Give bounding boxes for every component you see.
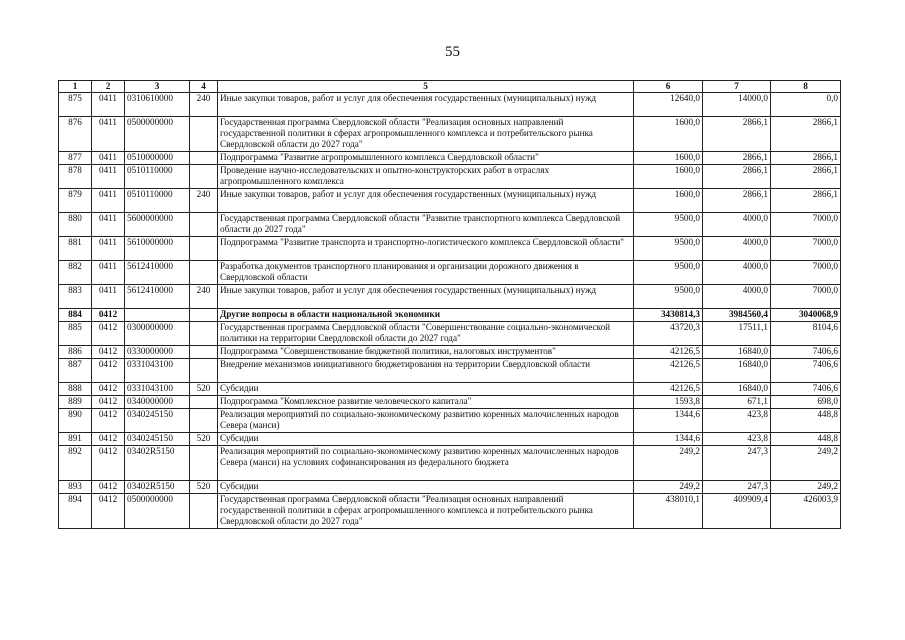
value-col-8: 7406,6 bbox=[771, 346, 841, 359]
section-code: 0412 bbox=[92, 433, 125, 446]
section-code: 0412 bbox=[92, 446, 125, 481]
expense-type-code bbox=[190, 117, 218, 152]
target-article-code: 0310610000 bbox=[125, 93, 190, 117]
value-col-7: 4000,0 bbox=[703, 261, 771, 285]
section-code: 0411 bbox=[92, 93, 125, 117]
row-number: 883 bbox=[59, 285, 92, 309]
table-row bbox=[59, 309, 841, 322]
value-col-7: 16840,0 bbox=[703, 359, 771, 383]
value-col-8: 7406,6 bbox=[771, 359, 841, 383]
target-article-code: 03402R5150 bbox=[125, 446, 190, 481]
target-article-code: 5600000000 bbox=[125, 213, 190, 237]
row-number: 878 bbox=[59, 165, 92, 189]
table-row bbox=[59, 409, 841, 433]
target-article-code: 0510110000 bbox=[125, 165, 190, 189]
item-name: Иные закупки товаров, работ и услуг для обеспечения государственных (муниципальных) нужд bbox=[218, 189, 634, 213]
section-code: 0411 bbox=[92, 237, 125, 261]
table-row bbox=[59, 165, 841, 189]
row-number: 893 bbox=[59, 481, 92, 494]
header-cell-3: 3 bbox=[125, 81, 190, 93]
value-col-7: 4000,0 bbox=[703, 237, 771, 261]
header-row bbox=[59, 81, 841, 93]
section-code: 0412 bbox=[92, 309, 125, 322]
item-name: Иные закупки товаров, работ и услуг для обеспечения государственных (муниципальных) нужд bbox=[218, 285, 634, 309]
expense-type-code bbox=[190, 396, 218, 409]
expense-type-code bbox=[190, 409, 218, 433]
target-article-code: 0510110000 bbox=[125, 189, 190, 213]
expense-type-code: 520 bbox=[190, 481, 218, 494]
expense-type-code bbox=[190, 152, 218, 165]
table-row bbox=[59, 117, 841, 152]
row-number: 881 bbox=[59, 237, 92, 261]
row-number: 885 bbox=[59, 322, 92, 346]
value-col-6: 1600,0 bbox=[634, 189, 703, 213]
row-number: 886 bbox=[59, 346, 92, 359]
expense-type-code: 240 bbox=[190, 189, 218, 213]
table-row bbox=[59, 189, 841, 213]
target-article-code: 0500000000 bbox=[125, 117, 190, 152]
item-name: Подпрограмма "Развитие агропромышленного комплекса Свердловской области" bbox=[218, 152, 634, 165]
page-number: 55 bbox=[445, 44, 460, 60]
target-article-code: 5612410000 bbox=[125, 285, 190, 309]
row-number: 891 bbox=[59, 433, 92, 446]
value-col-7: 247,3 bbox=[703, 446, 771, 481]
section-code: 0411 bbox=[92, 261, 125, 285]
value-col-7: 671,1 bbox=[703, 396, 771, 409]
section-code: 0412 bbox=[92, 481, 125, 494]
expense-type-code: 240 bbox=[190, 285, 218, 309]
table-row bbox=[59, 285, 841, 309]
table-row bbox=[59, 237, 841, 261]
value-col-8: 7000,0 bbox=[771, 285, 841, 309]
value-col-6: 249,2 bbox=[634, 446, 703, 481]
item-name: Внедрение механизмов инициативного бюджетирования на территории Свердловской области bbox=[218, 359, 634, 383]
value-col-6: 3430814,3 bbox=[634, 309, 703, 322]
value-col-8: 7406,6 bbox=[771, 383, 841, 396]
target-article-code: 0340000000 bbox=[125, 396, 190, 409]
section-code: 0411 bbox=[92, 117, 125, 152]
row-number: 890 bbox=[59, 409, 92, 433]
value-col-8: 2866,1 bbox=[771, 117, 841, 152]
value-col-8: 7000,0 bbox=[771, 213, 841, 237]
value-col-6: 1600,0 bbox=[634, 165, 703, 189]
expense-type-code bbox=[190, 446, 218, 481]
value-col-8: 7000,0 bbox=[771, 261, 841, 285]
value-col-6: 1593,8 bbox=[634, 396, 703, 409]
value-col-7: 4000,0 bbox=[703, 213, 771, 237]
item-name: Иные закупки товаров, работ и услуг для обеспечения государственных (муниципальных) нужд bbox=[218, 93, 634, 117]
item-name: Подпрограмма "Комплексное развитие человеческого капитала" bbox=[218, 396, 634, 409]
item-name: Подпрограмма "Развитие транспорта и транспортно-логистического комплекса Свердловской области" bbox=[218, 237, 634, 261]
target-article-code: 0340245150 bbox=[125, 433, 190, 446]
value-col-6: 42126,5 bbox=[634, 359, 703, 383]
value-col-7: 4000,0 bbox=[703, 285, 771, 309]
target-article-code: 03402R5150 bbox=[125, 481, 190, 494]
value-col-7: 2866,1 bbox=[703, 117, 771, 152]
row-number: 889 bbox=[59, 396, 92, 409]
expense-type-code bbox=[190, 213, 218, 237]
value-col-6: 9500,0 bbox=[634, 237, 703, 261]
value-col-7: 17511,1 bbox=[703, 322, 771, 346]
value-col-8: 426003,9 bbox=[771, 494, 841, 529]
header-cell-5: 5 bbox=[218, 81, 634, 93]
expense-type-code bbox=[190, 261, 218, 285]
expense-type-code bbox=[190, 309, 218, 322]
target-article-code: 0500000000 bbox=[125, 494, 190, 529]
item-name: Государственная программа Свердловской области "Развитие транспортного комплекса Свердловской области до 2027 года" bbox=[218, 213, 634, 237]
target-article-code: 0340245150 bbox=[125, 409, 190, 433]
value-col-6: 12640,0 bbox=[634, 93, 703, 117]
value-col-8: 0,0 bbox=[771, 93, 841, 117]
table-row bbox=[59, 213, 841, 237]
target-article-code: 5612410000 bbox=[125, 261, 190, 285]
header-cell-8: 8 bbox=[771, 81, 841, 93]
table-row bbox=[59, 383, 841, 396]
item-name: Разработка документов транспортного планирования и организации дорожного движения в Свердловской области bbox=[218, 261, 634, 285]
section-code: 0412 bbox=[92, 396, 125, 409]
target-article-code: 0331043100 bbox=[125, 359, 190, 383]
row-number: 892 bbox=[59, 446, 92, 481]
value-col-7: 2866,1 bbox=[703, 189, 771, 213]
value-col-6: 1344,6 bbox=[634, 433, 703, 446]
table-row bbox=[59, 261, 841, 285]
target-article-code: 0300000000 bbox=[125, 322, 190, 346]
value-col-8: 2866,1 bbox=[771, 165, 841, 189]
value-col-6: 9500,0 bbox=[634, 285, 703, 309]
section-code: 0412 bbox=[92, 359, 125, 383]
value-col-6: 1344,6 bbox=[634, 409, 703, 433]
table-body bbox=[59, 93, 841, 529]
item-name: Государственная программа Свердловской области "Реализация основных направлений государственной политики в сферах агропромышленного комплекса и потребительского рынка Свердловской области до 2027 года" bbox=[218, 117, 634, 152]
value-col-8: 2866,1 bbox=[771, 152, 841, 165]
value-col-7: 2866,1 bbox=[703, 165, 771, 189]
section-code: 0412 bbox=[92, 346, 125, 359]
expense-type-code: 240 bbox=[190, 93, 218, 117]
expense-type-code bbox=[190, 359, 218, 383]
table-row bbox=[59, 433, 841, 446]
value-col-7: 3984560,4 bbox=[703, 309, 771, 322]
item-name: Проведение научно-исследовательских и опытно-конструкторских работ в отраслях агропромышленного комплекса bbox=[218, 165, 634, 189]
value-col-6: 1600,0 bbox=[634, 117, 703, 152]
table-row bbox=[59, 359, 841, 383]
table-row bbox=[59, 93, 841, 117]
expense-type-code: 520 bbox=[190, 433, 218, 446]
item-name: Субсидии bbox=[218, 481, 634, 494]
section-code: 0411 bbox=[92, 165, 125, 189]
value-col-8: 249,2 bbox=[771, 481, 841, 494]
value-col-7: 2866,1 bbox=[703, 152, 771, 165]
header-cell-1: 1 bbox=[59, 81, 92, 93]
section-code: 0412 bbox=[92, 409, 125, 433]
value-col-6: 9500,0 bbox=[634, 261, 703, 285]
row-number: 880 bbox=[59, 213, 92, 237]
item-name: Государственная программа Свердловской области "Реализация основных направлений государственной политики в сферах агропромышленного комплекса и потребительского рынка Свердловской области до 2027 года" bbox=[218, 494, 634, 529]
value-col-6: 249,2 bbox=[634, 481, 703, 494]
section-code: 0412 bbox=[92, 494, 125, 529]
section-code: 0412 bbox=[92, 322, 125, 346]
row-number: 875 bbox=[59, 93, 92, 117]
header-cell-7: 7 bbox=[703, 81, 771, 93]
section-code: 0411 bbox=[92, 189, 125, 213]
value-col-7: 423,8 bbox=[703, 433, 771, 446]
expense-type-code bbox=[190, 322, 218, 346]
value-col-7: 423,8 bbox=[703, 409, 771, 433]
table-row bbox=[59, 346, 841, 359]
expense-type-code bbox=[190, 346, 218, 359]
section-code: 0411 bbox=[92, 152, 125, 165]
value-col-7: 16840,0 bbox=[703, 346, 771, 359]
value-col-6: 43720,3 bbox=[634, 322, 703, 346]
target-article-code: 0331043100 bbox=[125, 383, 190, 396]
value-col-6: 42126,5 bbox=[634, 346, 703, 359]
value-col-8: 2866,1 bbox=[771, 189, 841, 213]
row-number: 879 bbox=[59, 189, 92, 213]
value-col-6: 9500,0 bbox=[634, 213, 703, 237]
row-number: 884 bbox=[59, 309, 92, 322]
budget-table bbox=[58, 80, 841, 529]
item-name: Субсидии bbox=[218, 383, 634, 396]
target-article-code: 5610000000 bbox=[125, 237, 190, 261]
expense-type-code bbox=[190, 165, 218, 189]
value-col-6: 1600,0 bbox=[634, 152, 703, 165]
section-code: 0411 bbox=[92, 285, 125, 309]
section-code: 0411 bbox=[92, 213, 125, 237]
value-col-8: 448,8 bbox=[771, 409, 841, 433]
item-name: Субсидии bbox=[218, 433, 634, 446]
item-name: Другие вопросы в области национальной экономики bbox=[218, 309, 634, 322]
header-cell-4: 4 bbox=[190, 81, 218, 93]
value-col-7: 247,3 bbox=[703, 481, 771, 494]
header-cell-2: 2 bbox=[92, 81, 125, 93]
target-article-code: 0330000000 bbox=[125, 346, 190, 359]
row-number: 888 bbox=[59, 383, 92, 396]
value-col-8: 3040068,9 bbox=[771, 309, 841, 322]
item-name: Подпрограмма "Совершенствование бюджетной политики, налоговых инструментов" bbox=[218, 346, 634, 359]
section-code: 0412 bbox=[92, 383, 125, 396]
item-name: Государственная программа Свердловской области "Совершенствование социально-экономической политики на территории Свердловской области до 2027 года" bbox=[218, 322, 634, 346]
value-col-8: 7000,0 bbox=[771, 237, 841, 261]
expense-type-code bbox=[190, 494, 218, 529]
target-article-code: 0510000000 bbox=[125, 152, 190, 165]
table-row bbox=[59, 494, 841, 529]
expense-type-code: 520 bbox=[190, 383, 218, 396]
table-row bbox=[59, 446, 841, 481]
row-number: 887 bbox=[59, 359, 92, 383]
value-col-7: 409909,4 bbox=[703, 494, 771, 529]
table-row bbox=[59, 396, 841, 409]
header-cell-6: 6 bbox=[634, 81, 703, 93]
table-row bbox=[59, 322, 841, 346]
value-col-6: 438010,1 bbox=[634, 494, 703, 529]
value-col-8: 8104,6 bbox=[771, 322, 841, 346]
item-name: Реализация мероприятий по социально-экономическому развитию коренных малочисленных народов Севера (манси) на условиях софинансирования из федерального бюджета bbox=[218, 446, 634, 481]
row-number: 876 bbox=[59, 117, 92, 152]
expense-type-code bbox=[190, 237, 218, 261]
value-col-8: 698,0 bbox=[771, 396, 841, 409]
value-col-8: 448,8 bbox=[771, 433, 841, 446]
table-row bbox=[59, 481, 841, 494]
value-col-6: 42126,5 bbox=[634, 383, 703, 396]
row-number: 894 bbox=[59, 494, 92, 529]
value-col-7: 14000,0 bbox=[703, 93, 771, 117]
table-row bbox=[59, 152, 841, 165]
target-article-code bbox=[125, 309, 190, 322]
item-name: Реализация мероприятий по социально-экономическому развитию коренных малочисленных народов Севера (манси) bbox=[218, 409, 634, 433]
row-number: 877 bbox=[59, 152, 92, 165]
value-col-7: 16840,0 bbox=[703, 383, 771, 396]
value-col-8: 249,2 bbox=[771, 446, 841, 481]
row-number: 882 bbox=[59, 261, 92, 285]
